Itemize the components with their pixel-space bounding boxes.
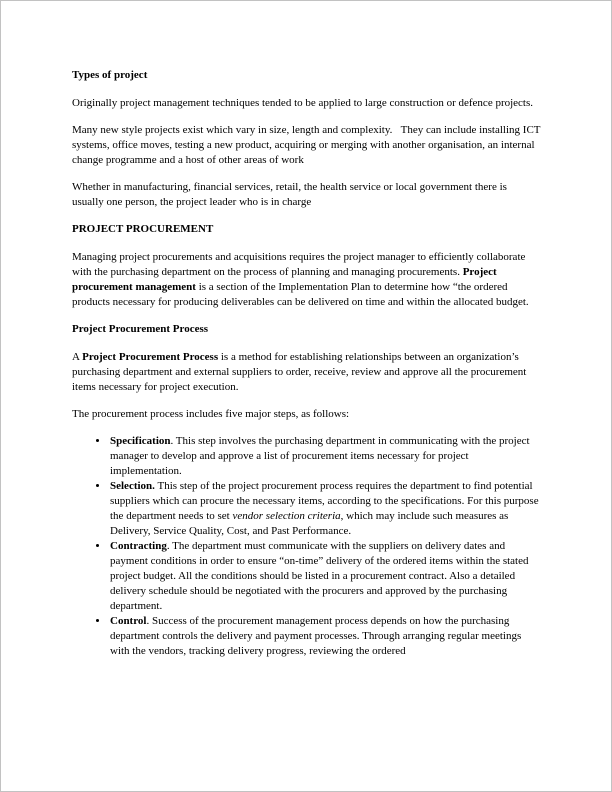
italic-text-vendor-selection-criteria: vendor selection criteria <box>232 510 341 522</box>
list-item-control <box>109 614 541 659</box>
bullet-lead: Specification <box>110 435 171 447</box>
text-segment: is a section of the Implementation Plan to determine how “the ordered products necessary for producing deliverables can be delivered on time and within the allocated budget. <box>72 281 529 308</box>
bullet-lead: Control <box>110 615 147 627</box>
bold-text-procurement-process: Project Procurement Process <box>82 351 219 363</box>
text-segment: is a method for establishing relationships between an organization’s purchasing department and external suppliers to order, receive, review and approve all the procurement items necessary for project execution. <box>72 351 527 393</box>
text-segment: , which may include such measures as Delivery, Service Quality, Cost, and Past Performance. <box>110 510 509 537</box>
text-segment: Managing project procurements and acquisitions requires the project manager to efficiently collaborate with the purchasing department on the process of planning and managing procurements. <box>72 251 526 278</box>
heading-procurement-process: Project Procurement Process <box>72 323 209 335</box>
heading-project-procurement: PROJECT PROCUREMENT <box>72 223 214 235</box>
bold-text-procurement-management: Project procurement management <box>72 266 497 293</box>
list-item-selection <box>109 479 541 539</box>
text-segment: . Success of the procurement management process depends on how the purchasing department controls the delivery and payment processes. Through arranging regular meetings with the vendors, tracking delivery progress, reviewing the ordered <box>110 615 522 657</box>
paragraph-new-style-projects: Many new style projects exist which vary in size, length and complexity. They can include installing ICT systems, office moves, testing a new product, acquiring or merging with another organisation, an internal change programme and a host of other areas of work <box>72 124 541 166</box>
text-segment: This step of the project procurement process requires the department to find potential suppliers which can procure the necessary items, according to the specifications. For this purpose the department needs to set <box>110 480 539 522</box>
list-item-specification <box>109 434 541 479</box>
list-item-contracting <box>109 539 541 614</box>
procurement-steps-list <box>72 434 541 659</box>
text-segment: A <box>72 351 83 363</box>
text-segment: . The department must communicate with the suppliers on delivery dates and payment conditions in order to ensure “on-time” delivery of the ordered items within the stated project budget. All the conditions should be listed in a procurement contract. Also a detailed delivery schedule should be negotiated with the procurers and approved by the purchasing department. <box>110 540 529 612</box>
paragraph-managing-procurements <box>72 250 541 310</box>
bullet-lead: Contracting <box>110 540 167 552</box>
bullet-lead: Selection. <box>110 480 155 492</box>
paragraph-process-definition <box>72 350 541 395</box>
paragraph-five-steps: The procurement process includes five major steps, as follows: <box>72 408 350 420</box>
paragraph-origins: Originally project management techniques tended to be applied to large construction or defence projects. <box>72 97 534 109</box>
text-segment: . This step involves the purchasing department in communicating with the project manager to develop and approve a list of procurement items necessary for project implementation. <box>110 435 530 477</box>
paragraph-project-leader: Whether in manufacturing, financial services, retail, the health service or local government there is usually one person, the project leader who is in charge <box>72 181 507 208</box>
heading-types-of-project: Types of project <box>72 69 148 81</box>
